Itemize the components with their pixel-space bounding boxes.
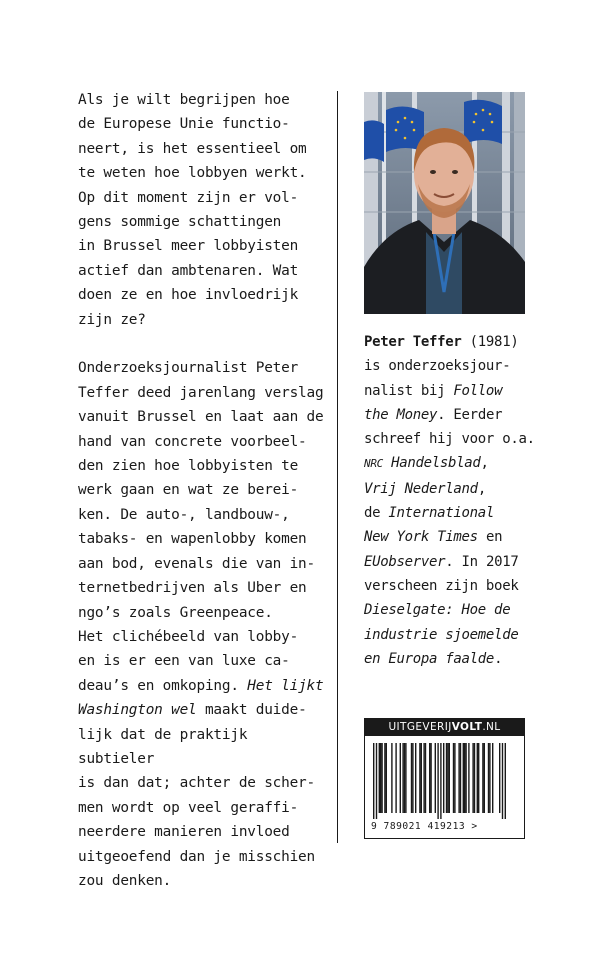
blurb-line: ternetbedrijven als Uber en	[78, 580, 307, 597]
author-bio	[364, 330, 534, 671]
publication-name: EUobserver	[364, 553, 446, 570]
blurb-line: vanuit Brussel en laat aan de	[78, 409, 324, 426]
blurb-line: werk gaan en wat ze berei-	[78, 482, 299, 499]
barcode-bar	[380, 743, 381, 813]
barcode-bar	[474, 743, 475, 813]
punctuation: .	[494, 650, 503, 667]
blurb-line: Het clichébeeld van lobby-	[78, 628, 299, 645]
barcode-bar	[391, 743, 392, 813]
blurb-line: neerdere manieren invloed	[78, 824, 290, 841]
blurb-line: gens sommige schattingen	[78, 214, 282, 231]
publication-name: NRC	[364, 457, 383, 471]
barcode-bar	[381, 743, 382, 813]
barcode-bar	[425, 743, 426, 813]
barcode-bar	[429, 743, 430, 813]
blurb-line: maakt duide-	[196, 702, 307, 719]
barcode-bar	[463, 743, 464, 813]
barcode-bar	[482, 743, 483, 813]
author-photo-image	[364, 92, 525, 314]
barcode-bar	[386, 743, 387, 813]
barcode-bar	[437, 743, 438, 819]
barcode-bar	[460, 743, 461, 813]
barcode-bar	[453, 743, 454, 813]
barcode-bar	[484, 743, 485, 813]
blurb-line: neert, is het essentieel om	[78, 140, 307, 157]
barcode-bar	[404, 743, 405, 813]
barcode-bar	[421, 743, 422, 813]
previous-book-title: en Europa faalde	[364, 650, 495, 667]
blurb-line: den zien hoe lobbyisten te	[78, 458, 299, 475]
publication-name: Follow	[453, 382, 503, 399]
bio-line: is onderzoeksjour-	[364, 358, 511, 375]
blurb-line: tabaks- en wapenlobby komen	[78, 531, 307, 548]
barcode-bar	[415, 743, 416, 813]
barcode-bar	[488, 743, 489, 813]
blurb-line: actief dan ambtenaren. Wat	[78, 262, 299, 279]
blurb-paragraph-2	[78, 356, 328, 893]
book-title-italic: Het lijkt	[247, 677, 324, 694]
barcode-bar	[440, 743, 441, 819]
barcode-bar	[492, 743, 493, 813]
barcode-bar	[423, 743, 424, 813]
blurb-paragraph-1	[78, 88, 328, 332]
bio-line: de	[364, 505, 389, 522]
isbn-barcode-block	[364, 718, 525, 839]
publication-name: Vrij Nederland	[364, 480, 478, 497]
publisher-name: UITGEVERIJ	[388, 721, 452, 733]
barcode-bar	[472, 743, 473, 813]
barcode-bar	[376, 743, 377, 819]
blurb-line: en is er een van luxe ca-	[78, 653, 290, 670]
barcode-bar	[465, 743, 466, 813]
barcode-bar	[499, 743, 500, 813]
barcode-bar	[454, 743, 455, 813]
barcode-bar	[402, 743, 403, 813]
blurb-line: Teffer deed jarenlang verslag	[78, 384, 324, 401]
previous-book-title: industrie sjoemelde	[364, 626, 519, 643]
author-name: Peter Teffer	[364, 334, 462, 350]
blurb-line: ngo’s zoals Greenpeace.	[78, 604, 273, 621]
barcode-bar	[447, 743, 448, 813]
barcode-bar	[505, 743, 506, 819]
isbn-digits: 9 789021 419213 >	[371, 821, 478, 832]
barcode-bar	[489, 743, 490, 813]
publisher-name-bold: VOLT	[451, 721, 483, 733]
barcode-bar	[412, 743, 413, 813]
publication-name: International	[388, 505, 495, 522]
barcode-bar	[430, 743, 431, 813]
blurb-line: zijn ze?	[78, 311, 146, 328]
blurb-line: hand van concrete voorbeel-	[78, 433, 307, 450]
bio-line: . Eerder	[437, 406, 503, 423]
bio-line: en	[477, 529, 503, 546]
barcode-bar	[449, 743, 450, 813]
blurb-line: Als je wilt begrijpen hoe	[78, 92, 290, 108]
barcode-bar	[419, 743, 420, 813]
blurb-line: te weten hoe lobbyen werkt.	[78, 165, 307, 182]
previous-book-title: Dieselgate: Hoe de	[364, 602, 511, 619]
blurb-line: is dan dat; achter de scher-	[78, 775, 315, 792]
barcode-bars	[373, 743, 518, 819]
publication-name: New York Times	[364, 529, 478, 546]
blurb-line: zou denken.	[78, 872, 172, 889]
blurb-line: in Brussel meer lobbyisten	[78, 238, 299, 255]
blurb-line: uitgeoefend dan je misschien	[78, 848, 315, 865]
blurb-line: lijk dat de praktijk subtieler	[78, 726, 248, 767]
book-title-italic: Washington wel	[78, 702, 197, 719]
publication-name: the Money	[364, 406, 438, 423]
column-divider	[337, 91, 338, 843]
barcode-bar	[411, 743, 412, 813]
blurb-line: doen ze en hoe invloedrijk	[78, 287, 299, 304]
blurb-line: de Europese Unie functio-	[78, 116, 290, 133]
blurb-line: deau’s en omkoping.	[78, 677, 239, 694]
paragraph-gap	[78, 332, 328, 356]
barcode-bar	[443, 743, 444, 813]
barcode-bar	[373, 743, 374, 819]
blurb-line: aan bod, evenals die van in-	[78, 555, 315, 572]
bio-line: schreef hij voor o.a.	[364, 431, 535, 448]
punctuation: ,	[477, 480, 486, 497]
publisher-domain: .NL	[482, 721, 501, 733]
barcode-bar	[468, 743, 469, 813]
barcode-bar	[464, 743, 465, 813]
blurb-line: Onderzoeksjournalist Peter	[78, 360, 299, 377]
blurb-line: Op dit moment zijn er vol-	[78, 189, 299, 206]
barcode-bar	[502, 743, 503, 819]
barcode-bar	[446, 743, 447, 813]
barcode-bar	[400, 743, 401, 813]
barcode-bar	[405, 743, 406, 813]
barcode-bar	[458, 743, 459, 813]
barcode-bar	[478, 743, 479, 813]
bio-line: . In 2017	[445, 553, 519, 570]
bio-line: verscheen zijn boek	[364, 577, 519, 594]
publisher-label	[365, 719, 524, 736]
barcode-bar	[435, 743, 436, 813]
author-photo	[364, 92, 525, 314]
blurb-line: men wordt op veel geraffi-	[78, 799, 299, 816]
back-cover-blurb	[78, 88, 328, 893]
barcode-bar	[477, 743, 478, 813]
publication-name: Handelsblad	[382, 455, 481, 472]
barcode-bar	[384, 743, 385, 813]
author-birth-year: (1981)	[461, 334, 519, 350]
barcode-bar	[395, 743, 396, 813]
punctuation: ,	[480, 455, 489, 472]
blurb-line: ken. De auto-, landbouw-,	[78, 506, 290, 523]
barcode-bar	[379, 743, 380, 813]
bio-line: nalist bij	[364, 382, 454, 399]
